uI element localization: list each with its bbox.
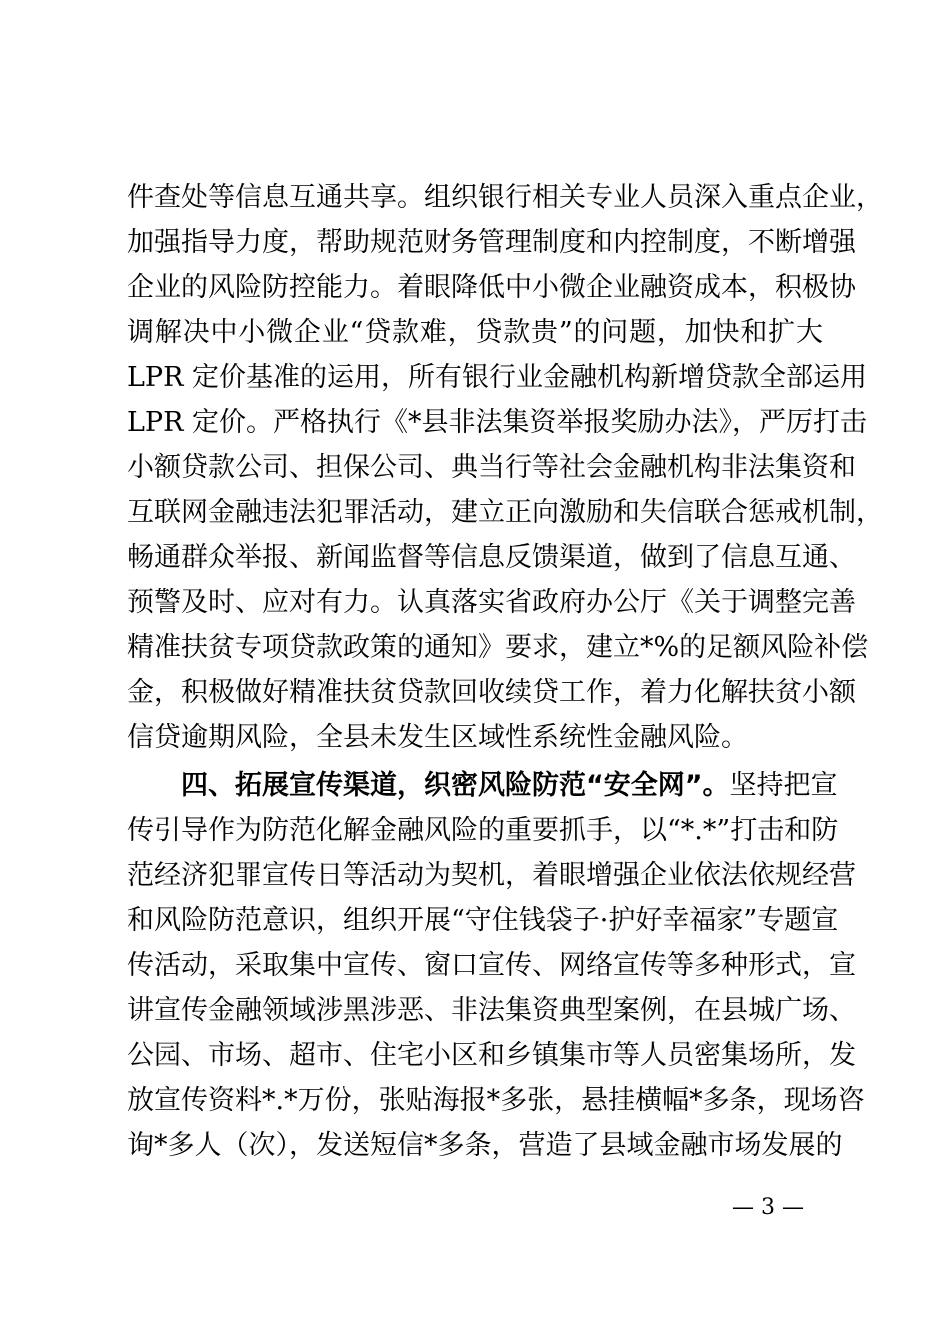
paragraph-line: 和风险防范意识，组织开展“守住钱袋子·护好幸福家”专题宣 [127, 905, 839, 936]
paragraph-line: 公园、市场、超市、住宅小区和乡镇集市等人员密集场所，发 [127, 1040, 856, 1071]
paragraph-line: 精准扶贫专项贷款政策的通知》要求，建立*%的足额风险补偿 [127, 632, 869, 663]
paragraph-line: 畅通群众举报、新闻监督等信息反馈渠道，做到了信息互通、 [127, 542, 856, 573]
paragraph-line: LPR 定价基准的运用，所有银行业金融机构新增贷款全部运用 [127, 362, 868, 393]
paragraph-line: 件查处等信息互通共享。组织银行相关专业人员深入重点企业， [127, 182, 883, 213]
paragraph-line: 预警及时、应对有力。认真落实省政府办公厅《关于调整完善 [127, 587, 856, 618]
paragraph-line: 信贷逾期风险，全县未发生区域性系统性金融风险。 [127, 722, 748, 753]
paragraph-line: 放宣传资料*.*万份，张贴海报*多张，悬挂横幅*多条，现场咨 [127, 1085, 865, 1116]
paragraph-line: LPR 定价。严格执行《*县非法集资举报奖励办法》，严厉打击 [127, 407, 868, 438]
paragraph-line: 讲宣传金融领域涉黑涉恶、非法集资典型案例，在县城广场、 [127, 995, 856, 1026]
paragraph-line: 企业的风险防控能力。着眼降低中小微企业融资成本，积极协 [127, 272, 856, 303]
section-heading-line [181, 764, 838, 808]
paragraph-line: 询*多人（次），发送短信*多条，营造了县域金融市场发展的 [127, 1130, 843, 1161]
section-heading-tail: 坚持把宣 [729, 770, 838, 801]
paragraph-line: 互联网金融违法犯罪活动，建立正向激励和失信联合惩戒机制， [127, 497, 883, 528]
paragraph-line: 小额贷款公司、担保公司、典当行等社会金融机构非法集资和 [127, 452, 856, 483]
paragraph-line: 调解决中小微企业“贷款难，贷款贵”的问题，加快和扩大 [127, 317, 823, 348]
paragraph-line: 加强指导力度，帮助规范财务管理制度和内控制度，不断增强 [127, 227, 856, 258]
page-number: — 3 — [732, 1195, 804, 1220]
paragraph-line: 传引导作为防范化解金融风险的重要抓手，以“*.*”打击和防 [127, 815, 839, 846]
section-heading: 四、拓展宣传渠道，织密风险防范“安全网”。 [181, 770, 730, 801]
paragraph-line: 范经济犯罪宣传日等活动为契机，着眼增强企业依法依规经营 [127, 860, 856, 891]
paragraph-line: 传活动，采取集中宣传、窗口宣传、网络宣传等多种形式，宣 [127, 950, 856, 981]
paragraph-line: 金，积极做好精准扶贫贷款回收续贷工作，着力化解扶贫小额 [127, 677, 856, 708]
